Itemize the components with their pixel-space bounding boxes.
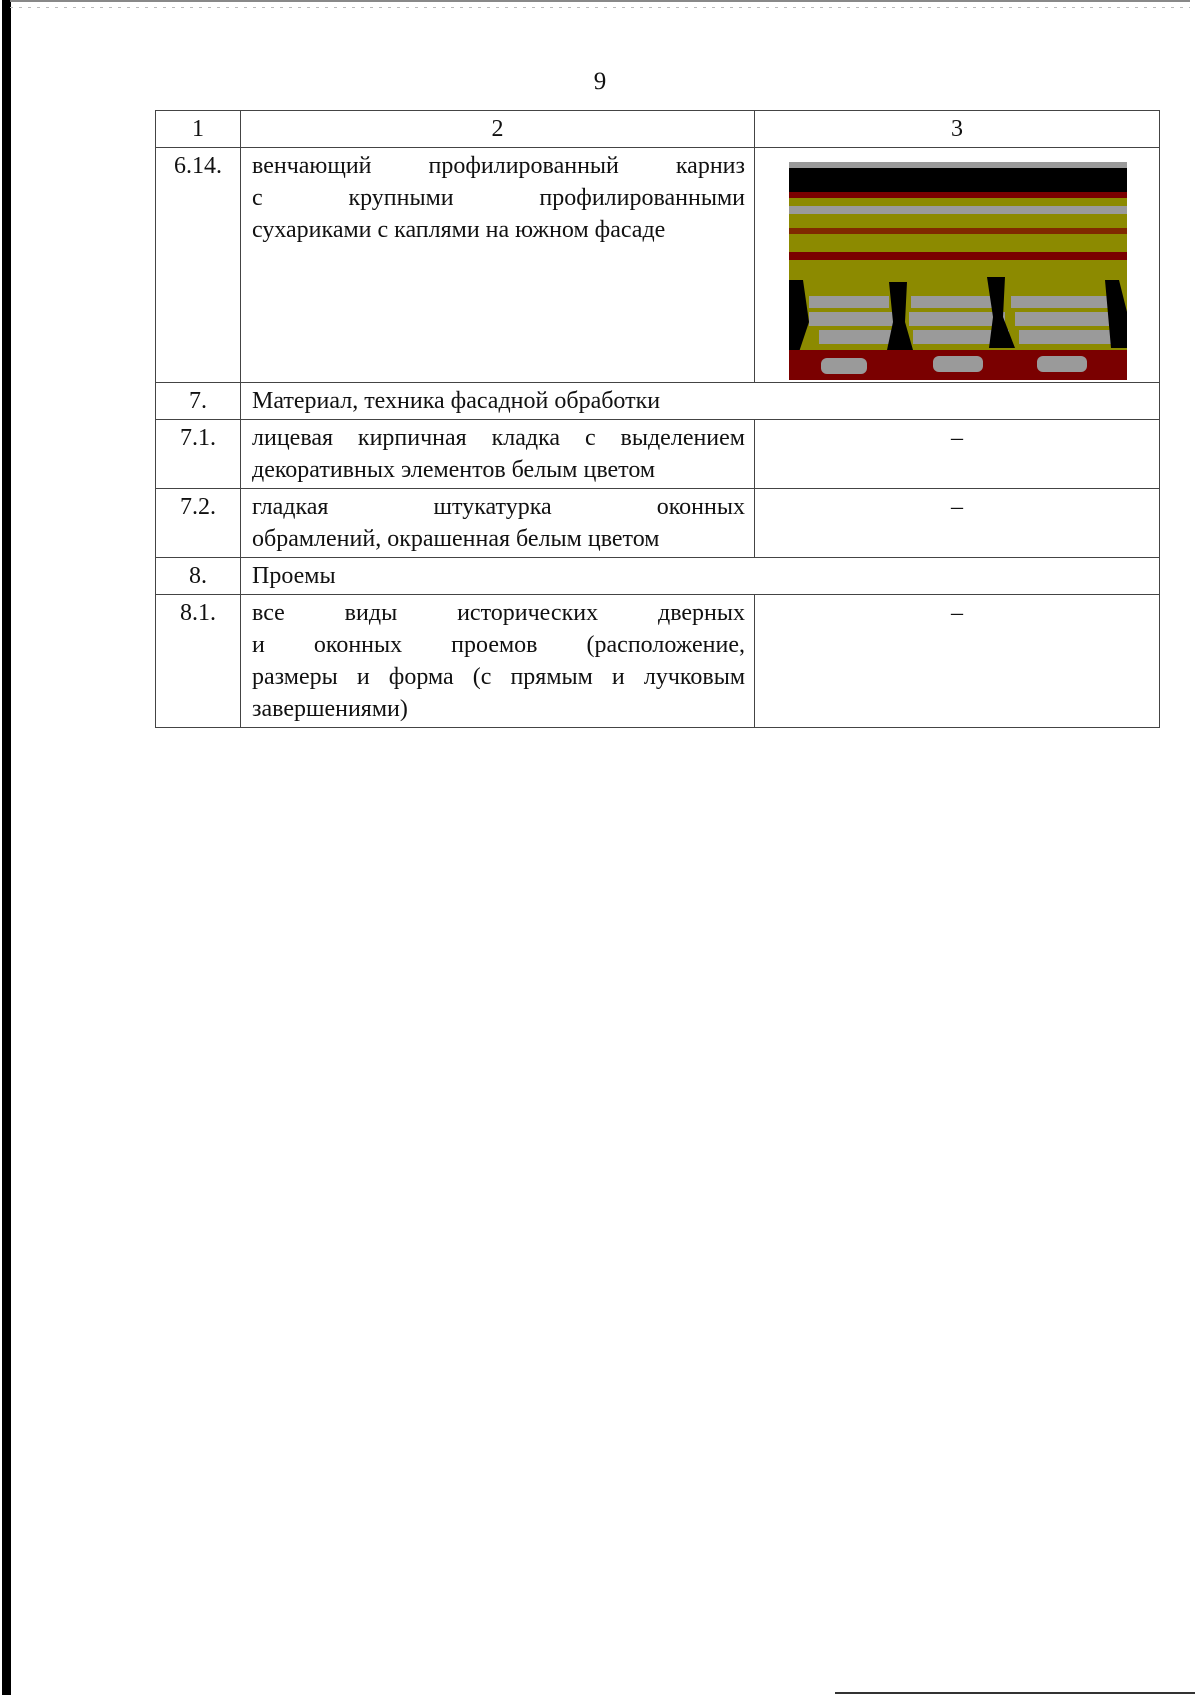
row-description xyxy=(241,420,755,489)
description-line: с крупными профилированными xyxy=(252,185,745,211)
section-title: Материал, техника фасадной обработки xyxy=(241,383,1160,420)
table-row-8-1 xyxy=(156,595,1160,728)
table-section-row-7 xyxy=(156,383,1160,420)
scan-top-artifact xyxy=(10,0,1190,16)
description-line: венчающий профилированный карниз xyxy=(252,153,745,179)
row-description xyxy=(241,148,755,383)
table-section-row-8 xyxy=(156,558,1160,595)
header-col-3: 3 xyxy=(755,111,1160,148)
row-number: 8.1. xyxy=(156,595,241,728)
table-row-7-1 xyxy=(156,420,1160,489)
section-number: 7. xyxy=(156,383,241,420)
row-description xyxy=(241,595,755,728)
row-value: – xyxy=(755,489,1160,558)
description-line: гладкая штукатурка оконных xyxy=(252,494,745,520)
row-number: 7.2. xyxy=(156,489,241,558)
scan-bottom-artifact xyxy=(835,1692,1195,1694)
table-header-row xyxy=(156,111,1160,148)
table-row-6-14 xyxy=(156,148,1160,383)
row-number: 6.14. xyxy=(156,148,241,383)
page-number: 9 xyxy=(593,68,607,95)
description-line: декоративных элементов белым цветом xyxy=(252,457,656,483)
facade-elements-table xyxy=(155,110,1160,728)
section-title: Проемы xyxy=(241,558,1160,595)
header-col-1: 1 xyxy=(156,111,241,148)
scan-edge-bar xyxy=(2,0,11,1695)
description-line: размеры и форма (с прямым и лучковым xyxy=(252,664,745,690)
description-line: лицевая кирпичная кладка с выделением xyxy=(252,425,745,451)
row-number: 7.1. xyxy=(156,420,241,489)
row-description xyxy=(241,489,755,558)
description-line: все виды исторических дверных xyxy=(252,600,745,626)
description-line: и оконных проемов (расположение, xyxy=(252,632,745,658)
row-value: – xyxy=(755,595,1160,728)
row-value: – xyxy=(755,420,1160,489)
description-line: обрамлений, окрашенная белым цветом xyxy=(252,526,660,552)
description-line: завершениями) xyxy=(252,696,408,722)
header-col-2: 2 xyxy=(241,111,755,148)
cornice-photo xyxy=(789,162,1127,380)
description-line: сухариками с каплями на южном фасаде xyxy=(252,217,666,243)
section-number: 8. xyxy=(156,558,241,595)
table-row-7-2 xyxy=(156,489,1160,558)
row-photo-cell xyxy=(755,148,1160,383)
